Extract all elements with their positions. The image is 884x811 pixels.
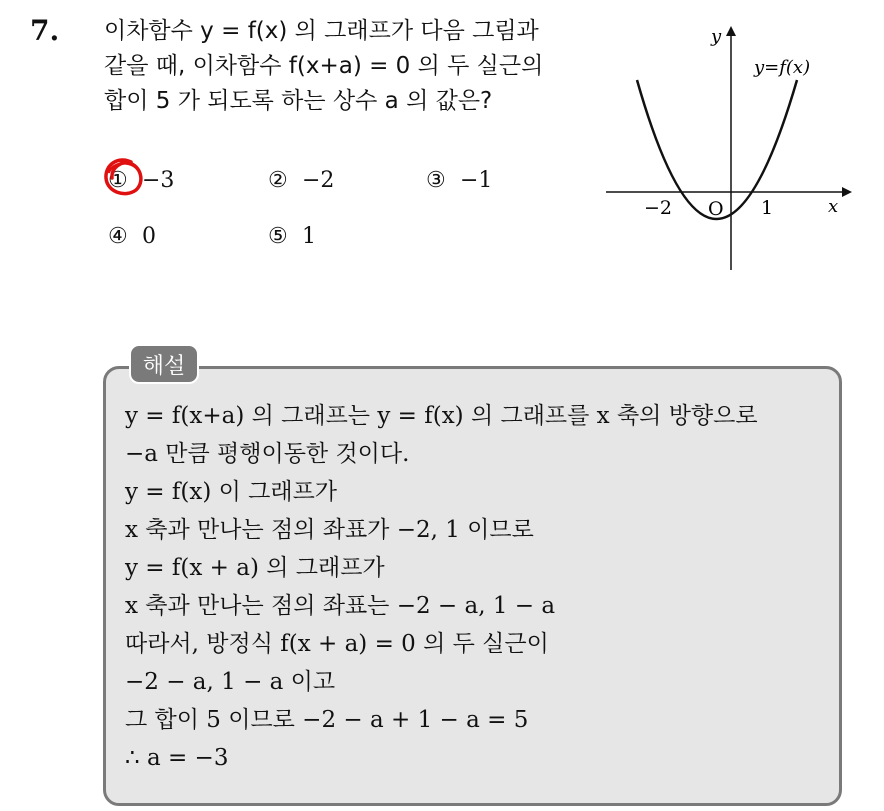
solution-line: y = f(x) 이 그래프가 — [125, 479, 338, 505]
question-line: 이차함수 y = f(x) 의 그래프가 다음 그림과 — [104, 18, 539, 44]
solution-tag: 해설 — [129, 344, 199, 384]
parabola-graph — [606, 18, 856, 274]
choice-value: −1 — [460, 168, 493, 193]
solution-line: 그 합이 5 이므로 −2 − a + 1 − a = 5 — [125, 707, 529, 733]
tick-label-right: 1 — [761, 197, 774, 219]
choice-number: ⑤ — [268, 224, 288, 249]
choice-5[interactable] — [268, 224, 316, 249]
choice-number: ② — [268, 168, 288, 193]
choice-4[interactable] — [108, 224, 156, 249]
choice-number: ③ — [426, 168, 446, 193]
y-axis-arrow-icon — [726, 26, 736, 36]
choice-number: ① — [108, 168, 128, 193]
solution-line: −a 만큼 평행이동한 것이다. — [125, 441, 410, 467]
solution-line: y = f(x + a) 의 그래프가 — [125, 555, 385, 581]
choice-value: −2 — [302, 168, 335, 193]
question-text — [104, 14, 594, 119]
solution-line: −2 − a, 1 − a 이고 — [125, 669, 336, 695]
origin-label: O — [708, 198, 724, 220]
choice-value: 1 — [302, 224, 316, 249]
choice-1[interactable] — [108, 168, 174, 193]
solution-line: x 축과 만나는 점의 좌표가 −2, 1 이므로 — [125, 517, 534, 543]
question-line: 같을 때, 이차함수 f(x+a) = 0 의 두 실근의 — [104, 53, 544, 79]
x-axis-label: x — [828, 196, 839, 217]
choice-value: 0 — [142, 224, 156, 249]
y-axis-label: y — [711, 26, 722, 47]
choice-3[interactable] — [426, 168, 492, 193]
choice-number: ④ — [108, 224, 128, 249]
tick-label-left: −2 — [644, 197, 673, 219]
question-number: 7. — [30, 14, 60, 47]
solution-line: 따라서, 방정식 f(x + a) = 0 의 두 실근이 — [125, 631, 549, 657]
x-axis-arrow-icon — [842, 187, 852, 197]
solution-line: x 축과 만나는 점의 좌표는 −2 − a, 1 − a — [125, 593, 556, 619]
curve-label: y=f(x) — [754, 57, 811, 78]
solution-line: ∴ a = −3 — [125, 745, 229, 771]
choice-2[interactable] — [268, 168, 334, 193]
solution-text — [125, 397, 835, 777]
question-line: 합이 5 가 되도록 하는 상수 a 의 값은? — [104, 88, 493, 114]
solution-line: y = f(x+a) 의 그래프는 y = f(x) 의 그래프를 x 축의 방향으로 — [125, 403, 758, 429]
choice-value: −3 — [142, 168, 175, 193]
